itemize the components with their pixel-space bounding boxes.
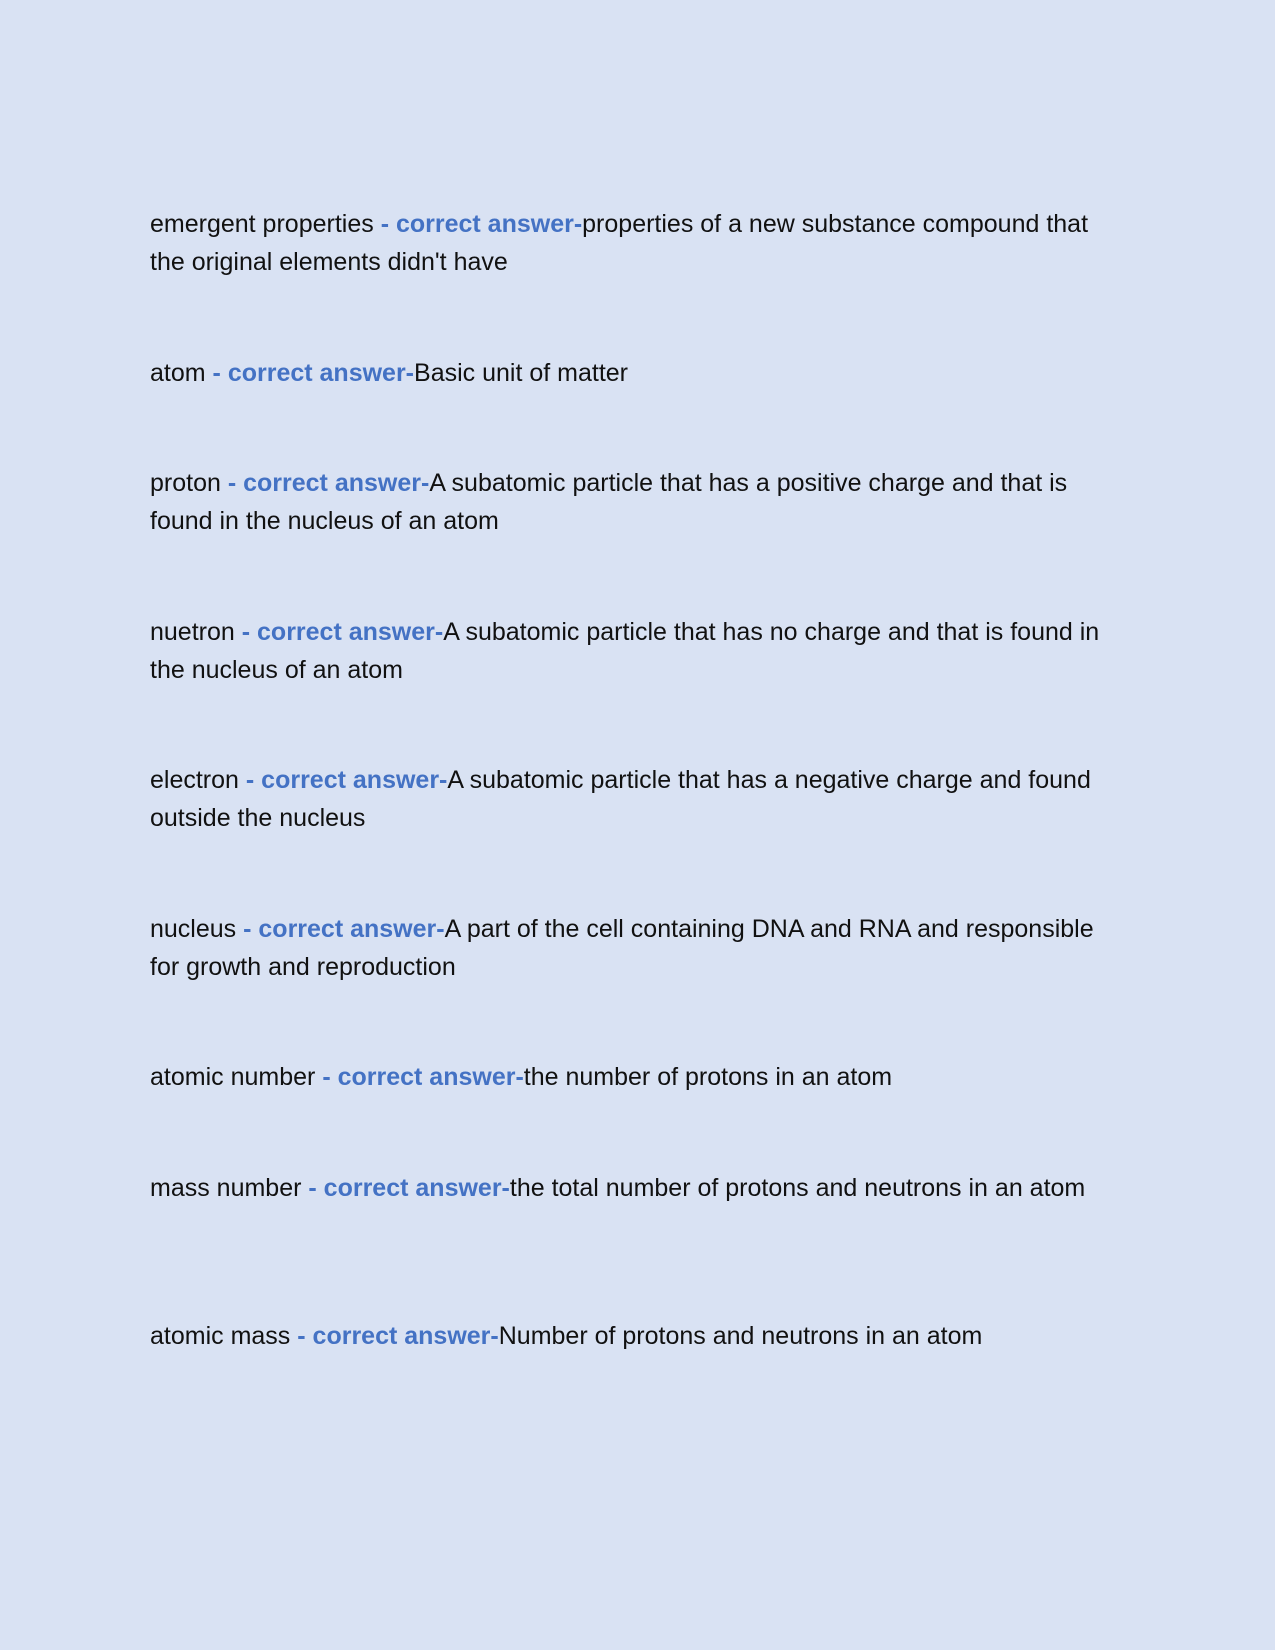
answer-separator: - correct answer-	[241, 618, 444, 646]
answer-separator: - correct answer-	[245, 766, 448, 794]
definition: Number of protons and neutrons in an atom	[498, 1322, 983, 1350]
term: atomic number	[150, 1063, 316, 1091]
definition: Basic unit of matter	[414, 359, 628, 387]
term: atom	[150, 359, 206, 387]
answer-separator: - correct answer-	[227, 469, 430, 497]
answer-separator: - correct answer-	[380, 210, 583, 238]
flashcard-entry	[150, 1058, 1115, 1096]
flashcard-entry	[150, 1317, 1115, 1355]
term: nucleus	[150, 915, 237, 943]
flashcard-entry	[150, 464, 1115, 540]
term: atomic mass	[150, 1322, 291, 1350]
flashcard-entry	[150, 354, 1115, 392]
definition: the total number of protons and neutrons in an atom	[509, 1174, 1086, 1202]
term: nuetron	[150, 618, 235, 646]
answer-separator: - correct answer-	[322, 1063, 524, 1091]
answer-separator: - correct answer-	[297, 1322, 499, 1350]
flashcard-entry	[150, 1169, 1115, 1207]
flashcard-entry	[150, 613, 1115, 689]
definition: A subatomic particle that has a positive charge and that is found in the nucleus of an atom	[150, 469, 1068, 535]
answer-separator: - correct answer-	[243, 915, 445, 943]
definition: A subatomic particle that has a negative charge and found outside the nucleus	[150, 766, 1091, 832]
term: emergent properties	[150, 210, 374, 238]
term: electron	[150, 766, 239, 794]
answer-separator: - correct answer-	[212, 359, 415, 387]
term: mass number	[150, 1174, 302, 1202]
flashcard-entry	[150, 761, 1115, 837]
definition: A part of the cell containing DNA and RNA and responsible for growth and reproduction	[150, 915, 1094, 981]
term: proton	[150, 469, 221, 497]
flashcard-entry	[150, 910, 1115, 986]
definition: the number of protons in an atom	[523, 1063, 893, 1091]
flashcard-entry	[150, 205, 1115, 281]
definition: properties of a new substance compound that the original elements didn't have	[150, 210, 1089, 276]
answer-separator: - correct answer-	[308, 1174, 510, 1202]
definition: A subatomic particle that has no charge and that is found in the nucleus of an atom	[150, 618, 1100, 684]
